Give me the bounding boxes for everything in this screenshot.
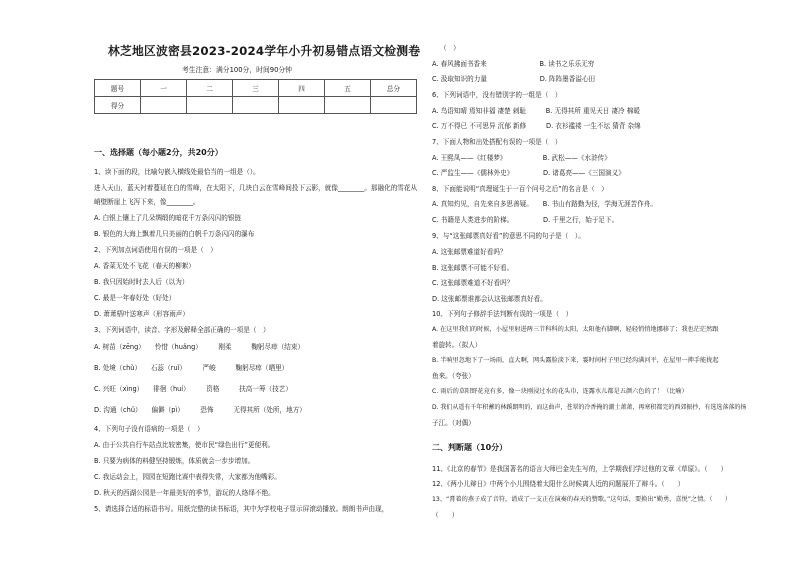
question-line: 峭壁断崖上飞泻下来，像________。	[94, 198, 200, 206]
judge-line: （ ）	[432, 511, 459, 519]
option-line: 鱼来。（夸张）	[432, 372, 475, 380]
score-table	[94, 79, 417, 114]
option-line: A. 真知灼见，自先来自多思善疑。 B. 书山有路勤为径，学海无涯苦作舟。	[432, 200, 658, 208]
score-cell: 二	[187, 80, 233, 97]
question-line: 2、下列加点词语使用有误的一项是（ ）	[94, 246, 217, 254]
option-line: C. 汲取知识的力量 D. 阵阵墨香溢心田	[432, 75, 596, 83]
option-line: A. 由于公共自行车站点比较密集，使市民“绿色出行”更便利。	[94, 441, 275, 449]
option-line: 着旋转。（拟人）	[432, 341, 482, 349]
score-cell: 得分	[95, 97, 141, 114]
score-cell: 题号	[95, 80, 141, 97]
option-line: C. 雨后的草阳野花竟有多，像一块刚浸过水的花头巾，连露水儿都是五颜六色的了！（比喻）	[432, 388, 688, 395]
option-line: B. 我只因始时时去人后（以为）	[94, 278, 189, 286]
option-line: A. 鸟语知晴 焉知非福 凄楚 刺耻 B. 无得其所 重见天日 凄冷 棉暖	[432, 107, 640, 115]
option-line: A. 树苗（zēng） 怜惜（huǎng） 刚柔 鞠躬尽瘁（结束）	[94, 343, 305, 351]
option-line: A. 香菜无处不飞花（春天的柳絮）	[94, 262, 195, 270]
judge-line: 12、《两小儿辩日》中两个小儿围绕着太阳什么时候离人近的问题展开了辩斗。（ ）	[432, 480, 685, 488]
score-input-cell[interactable]	[371, 97, 417, 114]
option-line: C. 万不得已 不可思异 沉郁 新修 D. 衣衫褴褛 一生不坛 猜背 杂绵	[432, 122, 641, 130]
score-cell: 三	[233, 80, 279, 97]
question-line: 进入天山，蓝天衬着蔓延在白的雪峰，在太阳下，几块白云在雪峰间投下云影，就像________。那融化的雪花从	[94, 184, 418, 192]
score-input-cell[interactable]	[279, 97, 325, 114]
section-title-judge: 二、判断题（10分）	[432, 443, 508, 452]
option-line: 子江。（对偶）	[432, 419, 475, 427]
option-line: A. 春风拂面书香来 B. 读书之乐乐无穷	[432, 60, 595, 68]
option-line: D. 沟通（chǔ） 偏僻（pì） 恐怖 无得其所（处所，地方）	[94, 406, 306, 414]
option-line: D. 萧萧梧叶送寒声（形容雨声）	[94, 310, 189, 318]
question-line: 1、读下面的段，比喻句嵌入横线处最恰当的一组是（）。	[94, 168, 260, 176]
exam-note: 考生注意：满分100分，时间90分钟	[182, 66, 292, 74]
score-table-row	[95, 97, 417, 114]
score-cell: 四	[279, 80, 325, 97]
question-line: 3、下列词语中，读音、字形及解释全部正确的一项是（ ）	[94, 326, 270, 334]
option-line: C. 最是一年春好处（好处）	[94, 294, 176, 302]
option-line: A. 这张邮票难道好看吗？	[432, 248, 507, 256]
question-line: 4、下列句子没有语病的一项是（ ）	[94, 425, 204, 433]
judge-line: 13、“膏着的燕子成了音符，谱成了一支正在演奏的春天的赞歌。”这句话，要换出“勤勇、喜悦”之情。（ ）	[432, 496, 732, 503]
question-line: 7、下面人物和出处搭配有误的一项是（ ）	[432, 138, 562, 146]
option-line: A. 白银上镶上了几朵绸缎的暗花千万条闪闪的银链	[94, 214, 242, 222]
option-line: C. 书籍是人类进步的阶梯。 D. 千里之行，始于足下。	[432, 216, 619, 224]
score-input-cell[interactable]	[187, 97, 233, 114]
option-line: D. 我们从遥有千年积蓄的林蹊朗明的，而这曲声，苍翠的冷香掩的潮土萧萧，再寒积都完的西郊振抄，有选选落落的扬	[432, 404, 747, 411]
option-line: B. 处境（chǔ） 石蕊（ruǐ） 严峻 鞠躬尽瘁（晒里）	[94, 364, 289, 372]
section-title-choice: 一、选择题（每小题2分，共20分）	[94, 148, 223, 157]
question-line: 10、下列句子修辞手法判断有误的一项是（ ）	[432, 310, 573, 318]
option-line: C. 我运动会上，园园在短跑比赛中表得失常，大家都为他嘴彩。	[94, 473, 281, 481]
option-line: A. 王熙凤——《红楼梦》 B. 武松——《水浒传》	[432, 154, 611, 162]
answer-bracket: （ ）	[440, 44, 460, 52]
option-line: A. 在这里我们的时候，小屋里射进两三节科科的太阳，太阳他有脚啊，轻轻悄悄地挪移了；我也茫茫然跟	[432, 326, 719, 333]
option-line: B. 只要为病体的料健坚持锻炼，体质就会一步步增加。	[94, 457, 255, 465]
judge-line: 11、《北京的春节》是我国著名的语言大师巴金先生写的，上学期我们学过他的文章《草原》。（ ）	[432, 465, 728, 473]
question-line: 5、请选择合适的标语书写。用纸完整的读书标语，其中为学校电子显示屏滚动播放。朗朗书声由现，	[94, 505, 389, 513]
score-input-cell[interactable]	[141, 97, 187, 114]
option-line: B. 这张邮票不可能不好看。	[432, 264, 514, 272]
option-line: B. 银色的大海上飘着几只美丽的白帆千万条闪闪的瀑布	[94, 230, 255, 238]
question-line: 8、下面能说明“真理诞生于一百个问号之后”的名言是（ ）	[432, 185, 608, 193]
option-line: B. 半响里忽地下了一场雨，直大啊，网头露脸淡下来，霎时间村子里已经沟满河平，在屋里一抻手能拢起	[432, 357, 719, 364]
score-cell: 五	[325, 80, 371, 97]
option-line: D. 这张邮票谁都会认这张邮票真好看。	[432, 295, 547, 303]
score-cell: 总分	[371, 80, 417, 97]
option-line: D. 秋天的西湖公园是一年最美好的季节，游玩的人络绎不绝。	[94, 489, 275, 497]
option-line: C. 严监生——《儒林外史》 D. 诸葛亮——《三国演义》	[432, 169, 625, 177]
question-line: 9、与“这张邮票真好看”的意思不同的句子是（ ）。	[432, 232, 585, 240]
score-table-row	[95, 80, 417, 97]
option-line: C. 这张邮票难道不好看吗？	[432, 279, 514, 287]
score-cell: 一	[141, 80, 187, 97]
question-line: 6、下列词语中，没有错别字的一组是（ ）	[432, 91, 562, 99]
option-line: C. 兴旺（xìng） 徘徊（huí） 资格 扶高一筹（技艺）	[94, 385, 292, 393]
score-input-cell[interactable]	[233, 97, 279, 114]
exam-title: 林芝地区波密县2023-2024学年小升初易错点语文检测卷	[108, 44, 421, 58]
score-input-cell[interactable]	[325, 97, 371, 114]
